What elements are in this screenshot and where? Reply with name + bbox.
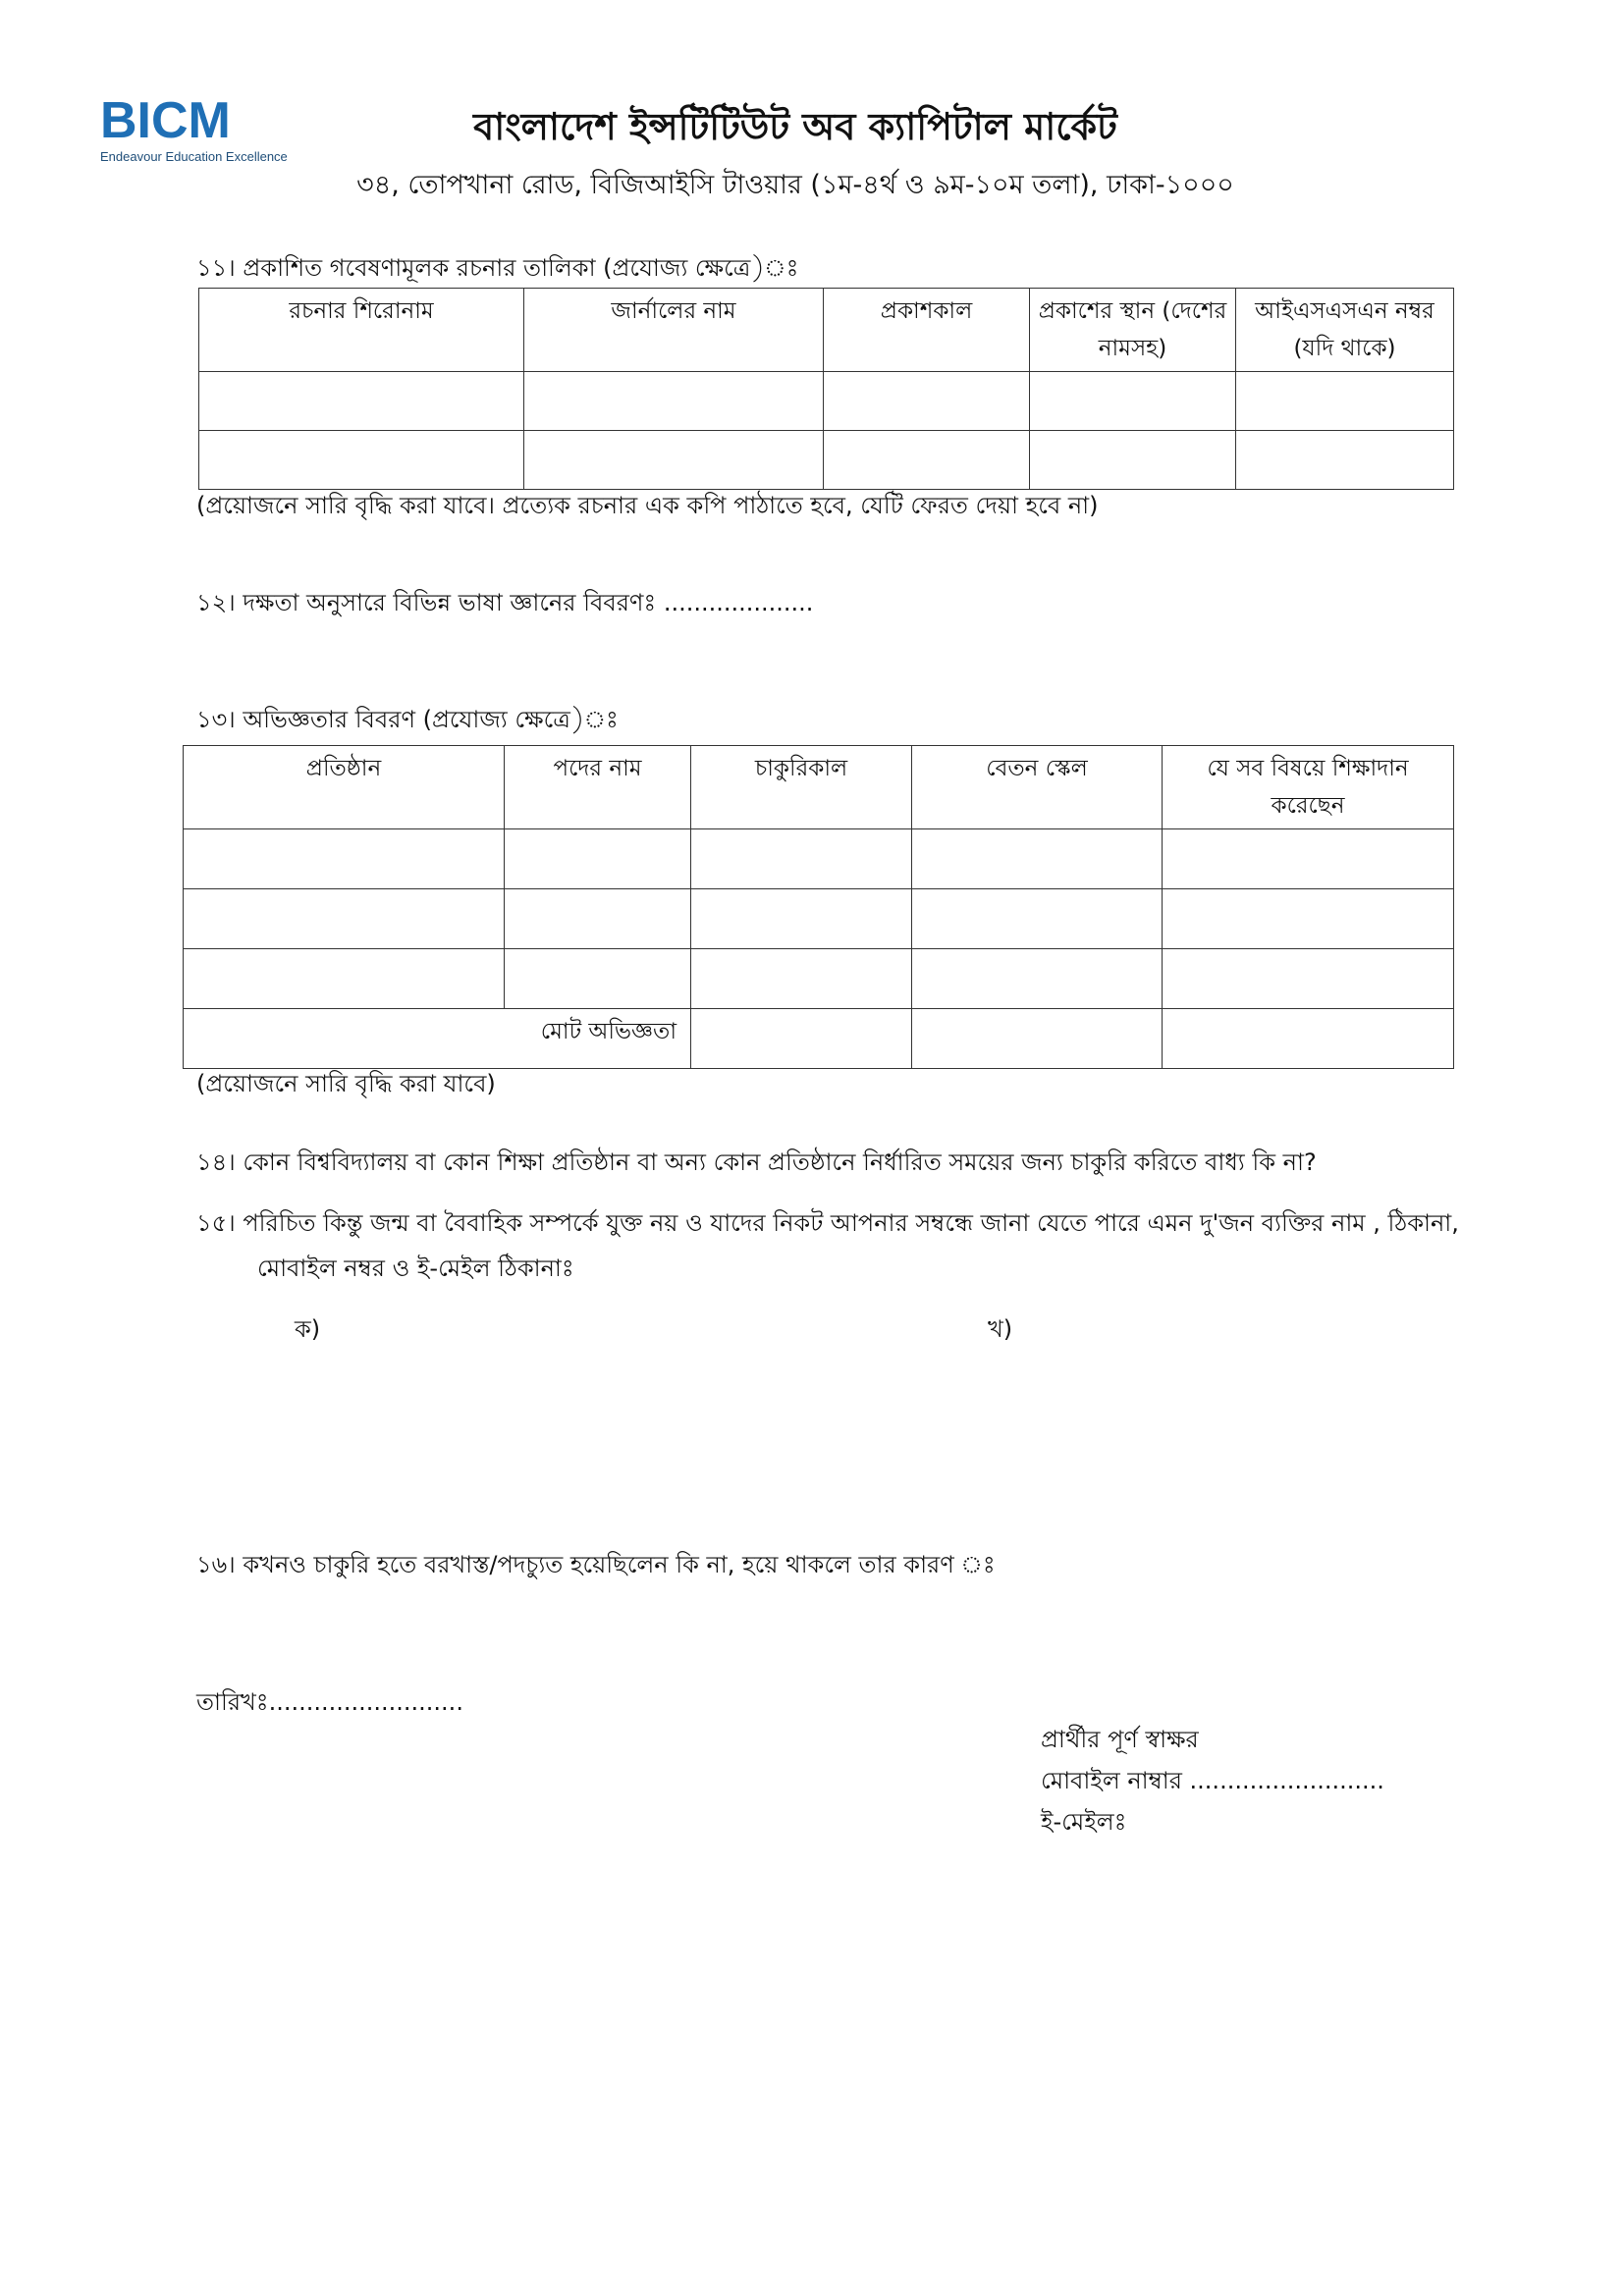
mobile-number-field: মোবাইল নাম্বার .......................... [1041,1767,1384,1794]
column-header: জার্নালের নাম [524,289,824,372]
table-cell[interactable] [199,372,524,431]
table-cell[interactable] [912,949,1163,1009]
bicm-logo [98,90,295,147]
table-cell[interactable] [184,889,505,949]
column-header: পদের নাম [505,746,691,829]
total-experience-row [184,1009,1454,1069]
table-cell[interactable] [691,829,912,889]
column-header: প্রতিষ্ঠান [184,746,505,829]
table-cell[interactable] [691,949,912,1009]
table-cell[interactable] [824,372,1030,431]
publications-table [198,288,1454,490]
table-cell[interactable] [1163,1009,1454,1069]
table-cell[interactable] [184,949,505,1009]
table-cell[interactable] [912,1009,1163,1069]
table-row [184,949,1454,1009]
section14-text: ১৪। কোন বিশ্ববিদ্যালয় বা কোন শিক্ষা প্রতিষ্ঠান বা অন্য কোন প্রতিষ্ঠানে নির্ধারিত সময়ের জন্য চাকুরি করিতে বাধ্য কি না? [196,1148,1317,1176]
table-row [184,889,1454,949]
experience-table [183,745,1454,1069]
column-header: রচনার শিরোনাম [199,289,524,372]
table-row [184,829,1454,889]
email-field: ই-মেইলঃ [1041,1808,1127,1836]
table-row [199,431,1454,490]
section12-text: ১২। দক্ষতা অনুসারে বিভিন্ন ভাষা জ্ঞানের বিবরণঃ .................... [196,589,814,616]
signature-label: প্রার্থীর পূর্ণ স্বাক্ষর [1041,1726,1199,1753]
institute-address: ৩৪, তোপখানা রোড, বিজিআইসি টাওয়ার (১ম-৪র্থ ও ৯ম-১০ম তলা), ঢাকা-১০০০ [356,170,1234,200]
table-header-row [184,746,1454,829]
reference-a-label: ক) [295,1315,321,1343]
section11-note: (প্রয়োজনে সারি বৃদ্ধি করা যাবে। প্রত্যেক রচনার এক কপি পাঠাতে হবে, যেটি ফেরত দেয়া হবে না) [196,492,1099,519]
logo-text: BICM [100,92,231,147]
table-cell[interactable] [1163,949,1454,1009]
table-header-row [199,289,1454,372]
column-header: যে সব বিষয়ে শিক্ষাদান করেছেন [1163,746,1454,829]
table-cell[interactable] [912,829,1163,889]
table-cell[interactable] [1030,372,1236,431]
column-header: প্রকাশের স্থান (দেশের নামসহ) [1030,289,1236,372]
total-experience-label: মোট অভিজ্ঞতা [184,1009,691,1069]
table-cell[interactable] [824,431,1030,490]
logo-tagline: Endeavour Education Excellence [100,149,288,164]
reference-b-label: খ) [988,1315,1013,1343]
section13-heading: ১৩। অভিজ্ঞতার বিবরণ (প্রযোজ্য ক্ষেত্রে)ঃ [196,706,619,733]
section15-line2: মোবাইল নম্বর ও ই-মেইল ঠিকানাঃ [257,1255,574,1282]
table-cell[interactable] [524,372,824,431]
table-cell[interactable] [1163,829,1454,889]
table-cell[interactable] [1030,431,1236,490]
section16-text: ১৬। কখনও চাকুরি হতে বরখাস্ত/পদচ্যুত হয়েছিলেন কি না, হয়ে থাকলে তার কারণ ঃ [196,1551,996,1578]
section15-line1: ১৫। পরিচিত কিন্তু জন্ম বা বৈবাহিক সম্পর্কে যুক্ত নয় ও যাদের নিকট আপনার সম্বন্ধে জানা যেতে পারে এমন দু'জন ব্যক্তির নাম , ঠিকানা, [196,1209,1459,1237]
table-cell[interactable] [691,889,912,949]
table-cell[interactable] [1163,889,1454,949]
table-row [199,372,1454,431]
table-cell[interactable] [1236,372,1454,431]
table-cell[interactable] [912,889,1163,949]
page-title: বাংলাদেশ ইন্সটিটিউট অব ক্যাপিটাল মার্কেট [473,105,1117,148]
column-header: আইএসএসএন নম্বর (যদি থাকে) [1236,289,1454,372]
table-cell[interactable] [1236,431,1454,490]
column-header: চাকুরিকাল [691,746,912,829]
table-cell[interactable] [691,1009,912,1069]
section13-note: (প্রয়োজনে সারি বৃদ্ধি করা যাবে) [196,1070,496,1097]
table-cell[interactable] [505,829,691,889]
table-cell[interactable] [199,431,524,490]
column-header: বেতন স্কেল [912,746,1163,829]
table-cell[interactable] [184,829,505,889]
table-cell[interactable] [505,889,691,949]
date-field: তারিখঃ.......................... [196,1688,463,1716]
section11-heading: ১১। প্রকাশিত গবেষণামূলক রচনার তালিকা (প্রযোজ্য ক্ষেত্রে)ঃ [196,254,799,282]
column-header: প্রকাশকাল [824,289,1030,372]
table-cell[interactable] [505,949,691,1009]
table-cell[interactable] [524,431,824,490]
